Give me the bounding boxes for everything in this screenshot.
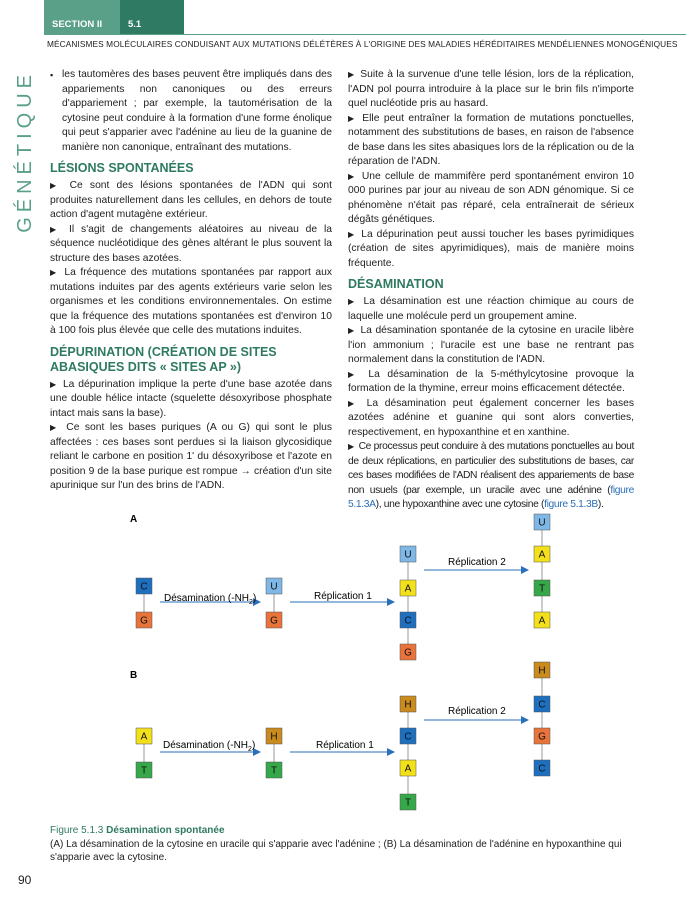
base-letter: C	[404, 615, 412, 627]
base-box-t	[534, 580, 550, 596]
base-letter: H	[538, 665, 546, 677]
triangle-icon: ▶	[50, 181, 61, 190]
triangle-icon: ▶	[348, 297, 357, 306]
left-column	[50, 68, 332, 494]
paragraph-text: La désamination spontanée de la cytosine en uracile libère l'ion ammonium ; l'uracile est une base ne rentrant pas normalement dans la constitution de l'ADN.	[348, 325, 634, 365]
base-letter: G	[140, 615, 148, 627]
base-box-c	[534, 696, 550, 712]
section-header	[44, 0, 184, 34]
running-subtitle: MÉCANISMES MOLÉCULAIRES CONDUISANT AUX MUTATIONS DÉLÉTÈRES À L'ORIGINE DES MALADIES HÉRÉDITAIRES MENDÉLIENNES MONOGÉNIQUES	[47, 39, 678, 49]
base-box-t	[400, 794, 416, 810]
right-column	[348, 68, 634, 513]
section-number: 5.1	[120, 0, 184, 34]
paragraph	[348, 324, 634, 368]
replication-2-label-b: Réplication 2	[448, 706, 506, 717]
heading-depurination: DÉPURINATION (CRÉATION DE SITES ABASIQUES DITS « SITES AP »)	[50, 344, 277, 374]
base-box-a	[400, 580, 416, 596]
page-number: 90	[18, 873, 32, 887]
base-box-c	[400, 728, 416, 744]
base-box-t	[266, 762, 282, 778]
base-letter: T	[538, 583, 546, 595]
triangle-icon: ▶	[348, 171, 356, 181]
deamination-label-a: Désamination $(-NH_2)$	[164, 593, 257, 606]
paragraph-text: La désamination peut également concerner les bases azotées adénine et guanine qui sont alors converties, respectivement, en hypoxanthine et en xanthine.	[348, 397, 635, 438]
base-box-h	[266, 728, 282, 744]
base-letter: T	[140, 765, 148, 777]
base-box-a	[400, 760, 416, 776]
panel-a-label: A	[130, 514, 138, 525]
heading-desamination: DÉSAMINATION	[348, 277, 444, 291]
base-box-a	[534, 612, 550, 628]
paragraph	[348, 440, 634, 513]
triangle-icon: ▶	[50, 423, 59, 432]
base-box-g	[400, 644, 416, 660]
base-box-a	[136, 728, 152, 744]
paragraph-text: La dépurination implique la perte d'une base azotée dans une double hélice intacte (squelette désoxyribose phosphate intact mais sans la base).	[50, 378, 332, 419]
base-letter: G	[270, 615, 278, 627]
paragraph	[348, 170, 634, 228]
base-letter: A	[404, 763, 412, 775]
triangle-icon: ▶	[50, 379, 58, 389]
replication-1-label-b: Réplication 1	[316, 740, 374, 751]
side-label: GÉNÉTIQUE	[14, 70, 36, 233]
base-box-g	[136, 612, 152, 628]
figure-caption	[50, 824, 660, 865]
paragraph	[50, 223, 332, 267]
paragraph	[348, 397, 634, 441]
paragraph-text: Suite à la survenue d'une telle lésion, lors de la réplication, l'ADN pol pourra introduire à la place sur le brin fils n'importe quel nucléotide pris au hasard.	[348, 69, 634, 109]
base-letter: A	[404, 583, 412, 595]
paragraph-text: La dépurination peut aussi toucher les bases pyrimidiques (création de sites apyrimidiques), mais de manière moins fréquente.	[348, 228, 634, 269]
paragraph	[50, 266, 332, 339]
base-letter: U	[270, 581, 278, 593]
base-letter: C	[140, 581, 148, 593]
base-box-u	[400, 546, 416, 562]
header-rule	[44, 34, 686, 35]
base-letter: C	[538, 763, 546, 775]
triangle-icon: ▶	[50, 224, 61, 234]
base-letter: H	[404, 699, 412, 711]
tautomer-bullet: ▪ les tautomères des bases peuvent être impliqués dans des appariements non canoniques ou des erreurs d'appariement ; par exemple, la tautomérisation de la cytosine peut conduire à la formation d'une forme énolique qui peut s'apparier avec l'adénine au lieu de la guanine de manière non canonique, entraînant des mutations.	[50, 68, 332, 155]
triangle-icon: ▶	[348, 229, 356, 239]
heading-lesions: LÉSIONS SPONTANÉES	[50, 161, 194, 175]
base-letter: C	[538, 699, 546, 711]
replication-2-label-a: Réplication 2	[448, 557, 506, 568]
paragraph-text: Elle peut entraîner la formation de mutations ponctuelles, notamment des substitutions de bases, en raison de l'absence de base dans les sites abasiques lors de la réplication ou de la réparation de l'ADN.	[348, 112, 635, 167]
paragraph	[348, 228, 634, 272]
paragraph	[348, 112, 634, 170]
triangle-icon: ▶	[348, 70, 355, 79]
base-box-c	[400, 612, 416, 628]
figure-link[interactable]: figure 5.1.3A	[348, 484, 634, 510]
base-box-c	[534, 760, 550, 776]
base-letter: A	[140, 731, 148, 743]
base-box-a	[534, 546, 550, 562]
paragraph-text: La fréquence des mutations spontanées par rapport aux mutations induites par des agents extérieurs varie selon les organismes et les conditions environnementales. On estime que la fréquence des mutations spontanées est d'environ 10 à 100 fois plus élevée que celle des mutations induites.	[50, 267, 333, 336]
base-box-g	[266, 612, 282, 628]
base-letter: H	[270, 731, 278, 743]
base-box-c	[136, 578, 152, 594]
base-letter: G	[404, 647, 412, 659]
panel-b-label: B	[130, 670, 138, 681]
base-box-u	[534, 514, 550, 530]
paragraph	[348, 295, 634, 324]
paragraph	[50, 421, 332, 494]
triangle-icon: ▶	[50, 268, 58, 277]
section-label: SECTION II	[44, 0, 120, 34]
paragraph	[348, 368, 634, 397]
deamination-figure	[50, 508, 650, 823]
paragraph-text: Une cellule de mammifère perd spontanément environ 10 000 purines par jour au niveau de son ADN génomique. Si ce phénomène n'était pas réparé, cela entraînerait de sérieux dégâts génétiques.	[348, 170, 634, 225]
paragraph-text: Ce processus peut conduire à des mutations ponctuelles au bout de deux réplications, en particulier des substitutions de bases, car ces bases modifiées de l'ADN réalisent des appariements de base non usuels (par exemple, un uracile avec une adénine (	[348, 441, 634, 496]
base-letter: C	[404, 731, 412, 743]
caption-text: (A) La désamination de la cytosine en uracile qui s'apparie avec l'adénine ; (B) La désamination de l'adénine en hypoxanthine qui s'apparie avec la cytosine.	[50, 838, 622, 863]
triangle-icon: ▶	[348, 113, 356, 123]
figure-link[interactable]: figure 5.1.3B	[544, 499, 598, 510]
paragraph-text: ).	[597, 499, 604, 510]
paragraph-text: ), une hypoxanthine avec une cytosine (	[375, 499, 545, 510]
paragraph	[50, 179, 332, 223]
caption-label: Figure 5.1.3	[50, 825, 104, 836]
base-box-g	[534, 728, 550, 744]
paragraph-text: La désamination de la 5-méthylcytosine provoque la formation de la thymine, erreur moins efficacement détectée.	[348, 368, 634, 394]
base-letter: U	[404, 549, 412, 561]
deamination-label-b: Désamination $(-NH_2)$	[163, 740, 256, 753]
base-letter: A	[538, 549, 546, 561]
paragraph-text: La désamination est une réaction chimique au cours de laquelle une molécule perd un groupement amine.	[348, 296, 634, 322]
triangle-icon: ▶	[348, 369, 359, 379]
paragraph-text: Ce sont les bases puriques (A ou G) qui sont le plus affectées : ces bases sont perdues si la liaison glycosidique reliant le carbone en position 1' du désoxyribose et l'azote en position 9 de la base purique est rompue → création d'un site apurinique sur l'un des brins de l'ADN.	[50, 422, 332, 491]
base-letter: T	[404, 797, 412, 809]
base-letter: U	[538, 517, 546, 529]
paragraph-text: Ce sont des lésions spontanées de l'ADN qui sont produites naturellement dans les cellules, en dehors de toute action d'agent mutagène extérieur.	[50, 180, 332, 220]
base-letter: G	[538, 731, 546, 743]
replication-1-label-a: Réplication 1	[314, 591, 372, 602]
caption-title: Désamination spontanée	[106, 825, 225, 836]
base-letter: T	[270, 765, 278, 777]
paragraph	[348, 68, 634, 112]
base-box-h	[534, 662, 550, 678]
base-box-u	[266, 578, 282, 594]
triangle-icon: ▶	[348, 326, 355, 335]
base-letter: A	[538, 615, 546, 627]
triangle-icon: ▶	[348, 398, 358, 408]
paragraph-text: Il s'agit de changements aléatoires au niveau de la séquence nucléotidique des gènes altérant le plus souvent la structure des bases azotées.	[50, 223, 332, 264]
triangle-icon: ▶	[348, 442, 354, 451]
base-box-h	[400, 696, 416, 712]
paragraph	[50, 378, 332, 422]
base-box-t	[136, 762, 152, 778]
